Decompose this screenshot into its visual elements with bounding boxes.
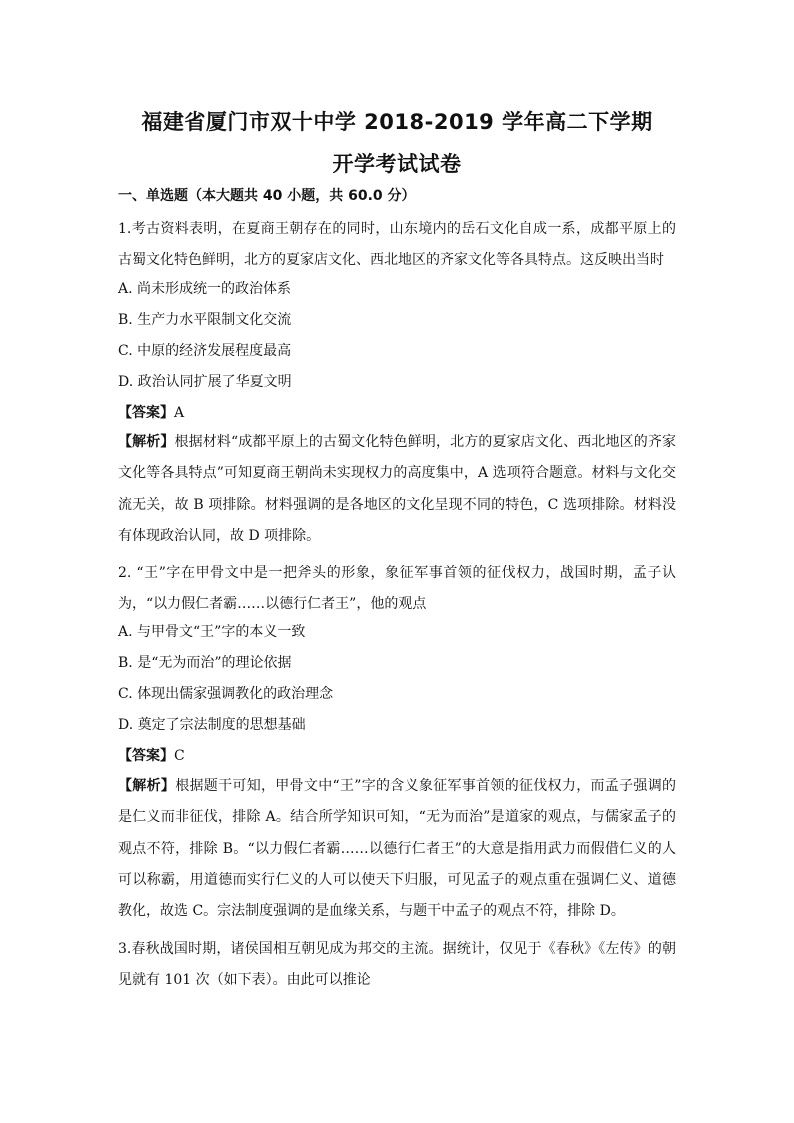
question-2-option-c: C. 体现出儒家强调教化的政治理念	[118, 686, 334, 702]
question-2-option-a: A. 与甲骨文“王”字的本义一致	[118, 624, 306, 640]
question-1-option-b: B. 生产力水平限制文化交流	[118, 312, 292, 328]
question-2-answer	[118, 746, 185, 766]
question-2-option-d: D. 奠定了宗法制度的思想基础	[118, 717, 306, 733]
document-title: 福建省厦门市双十中学 2018-2019 学年高二下学期	[141, 110, 653, 134]
analysis-text: 根据题干可知，甲骨文中“王”字的含义象征军事首领的征伐权力，而孟子强调的是仁义而非征伐，排除 A。结合所学知识可知，“无为而治”是道家的观点，与儒家孟子的观点不符，排除 B。“以力假仁者霸……以德行仁者王”的大意是指用武力而假借仁义的人可以称霸，用道德而实行仁义的人可以使天下归服，可见孟子的观点重在强调仁义、道德教化，故选 C。宗法制度强调的是血缘关系，与题干中孟子的观点不符，排除 D。	[118, 778, 677, 920]
analysis-text: 根据材料“成都平原上的古蜀文化特色鲜明，北方的夏家店文化、西北地区的齐家文化等各具特点”可知夏商王朝尚未实现权力的高度集中，A 选项符合题意。材料与文化交流无关，故 B 项排除。材料强调的是各地区的文化呈现不同的特色，C 选项排除。材料没有体现政治认同，故 D 项排除。	[118, 434, 677, 544]
section-header: 一、单选题（本大题共 40 小题，共 60.0 分）	[118, 188, 416, 204]
answer-label: 【答案】	[118, 748, 174, 764]
question-1-option-a: A. 尚未形成统一的政治体系	[118, 281, 292, 297]
answer-value: C	[174, 748, 185, 764]
question-3-stem: 3.春秋战国时期，诸侯国相互朝见成为邦交的主流。据统计，仅见于《春秋》《左传》的朝见就有 101 次（如下表）。由此可以推论	[118, 941, 676, 989]
question-1-analysis	[118, 427, 676, 552]
document-subtitle: 开学考试试卷	[332, 152, 462, 176]
question-1-option-c: C. 中原的经济发展程度最高	[118, 343, 292, 359]
question-1-answer	[118, 403, 184, 423]
analysis-label: 【解析】	[118, 778, 176, 794]
question-2-stem: 2. “王”字在甲骨文中是一把斧头的形象，象征军事首领的征伐权力，战国时期，孟子认为，“以力假仁者霸……以德行仁者王”，他的观点	[118, 565, 676, 613]
question-1-stem: 1.考古资料表明，在夏商王朝存在的同时，山东境内的岳石文化自成一系，成都平原上的古蜀文化特色鲜明，北方的夏家店文化、西北地区的齐家文化等各具特点。这反映出当时	[118, 221, 676, 269]
answer-label: 【答案】	[118, 405, 174, 421]
answer-value: A	[174, 405, 185, 421]
question-2-option-b: B. 是“无为而治”的理论依据	[118, 655, 292, 671]
analysis-label: 【解析】	[118, 434, 175, 450]
question-1-option-d: D. 政治认同扩展了华夏文明	[118, 374, 292, 390]
question-2-analysis	[118, 771, 676, 927]
